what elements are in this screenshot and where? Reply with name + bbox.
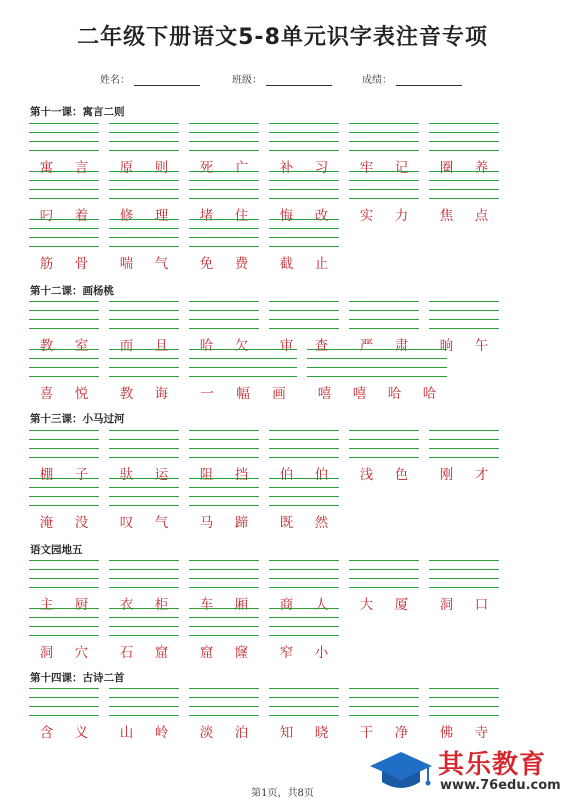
chinese-character: 义 (74, 725, 89, 741)
chinese-character: 修 (119, 208, 134, 224)
chinese-character: 含 (39, 725, 54, 741)
word-item (189, 171, 259, 224)
chinese-character: 审 (279, 338, 294, 354)
pinyin-writing-grid[interactable] (29, 608, 99, 636)
chinese-character: 死 (199, 160, 214, 176)
pinyin-writing-grid[interactable] (269, 478, 339, 506)
chinese-word (269, 252, 339, 272)
chinese-character: 改 (314, 208, 329, 224)
chinese-character: 住 (234, 208, 249, 224)
pinyin-writing-grid[interactable] (429, 123, 499, 151)
chinese-word (29, 252, 99, 272)
word-item (269, 478, 339, 531)
word-item (109, 560, 179, 613)
lesson-heading: 第十三课：小马过河 (30, 413, 125, 425)
chinese-character: 淹 (39, 515, 54, 531)
chinese-character: 叼 (39, 208, 54, 224)
chinese-character: 色 (394, 467, 409, 483)
chinese-character: 悔 (279, 208, 294, 224)
word-item (109, 478, 179, 531)
chinese-character: 口 (474, 597, 489, 613)
graduation-cap-icon (368, 750, 434, 792)
word-item (269, 688, 339, 741)
chinese-character: 厨 (74, 597, 89, 613)
chinese-character: 哈 (199, 338, 214, 354)
word-item (29, 430, 99, 483)
word-item (109, 219, 179, 272)
word-item (269, 219, 339, 272)
name-blank[interactable] (134, 74, 200, 86)
word-item (269, 123, 339, 176)
word-item (349, 688, 419, 741)
chinese-character: 肃 (394, 338, 409, 354)
chinese-word (429, 721, 499, 741)
pinyin-writing-grid[interactable] (189, 123, 259, 151)
chinese-character: 才 (474, 467, 489, 483)
word-item (29, 478, 99, 531)
word-item (29, 301, 99, 354)
pinyin-writing-grid[interactable] (109, 688, 179, 716)
chinese-character: 知 (279, 725, 294, 741)
word-item (189, 478, 259, 531)
chinese-character: 筋 (39, 256, 54, 272)
chinese-character: 嘻 (352, 386, 367, 402)
chinese-character: 车 (199, 597, 214, 613)
class-field[interactable] (232, 71, 332, 86)
chinese-character: 伯 (279, 467, 294, 483)
word-item (109, 171, 179, 224)
chinese-character: 小 (314, 645, 329, 661)
chinese-character: 着 (74, 208, 89, 224)
chinese-character: 厦 (394, 597, 409, 613)
chinese-word (109, 721, 179, 741)
brand-url: www.76edu.com (440, 778, 561, 793)
word-item (429, 688, 499, 741)
chinese-character: 干 (359, 725, 374, 741)
score-label: 成绩： (362, 75, 392, 86)
chinese-character: 诲 (154, 386, 169, 402)
chinese-word (429, 204, 499, 224)
chinese-word (349, 463, 419, 483)
chinese-word (109, 252, 179, 272)
word-item (29, 123, 99, 176)
chinese-character: 棚 (39, 467, 54, 483)
pinyin-writing-grid[interactable] (269, 430, 339, 458)
chinese-character: 大 (359, 597, 374, 613)
chinese-character: 教 (119, 386, 134, 402)
word-item (429, 301, 499, 354)
word-item (189, 430, 259, 483)
chinese-character: 止 (314, 256, 329, 272)
chinese-character: 午 (474, 338, 489, 354)
word-item (189, 688, 259, 741)
page-footer: 第1页，共8页 (251, 788, 314, 799)
lesson-heading: 第十二课：画杨桃 (30, 285, 114, 297)
chinese-character: 伯 (314, 467, 329, 483)
chinese-character: 寓 (39, 160, 54, 176)
pinyin-writing-grid[interactable] (269, 301, 339, 329)
chinese-word (349, 721, 419, 741)
chinese-word (307, 382, 447, 402)
word-item (189, 349, 297, 402)
lesson-heading: 第十一课：寓言二则 (30, 106, 125, 118)
chinese-character: 商 (279, 597, 294, 613)
chinese-character: 气 (154, 515, 169, 531)
pinyin-writing-grid[interactable] (189, 171, 259, 199)
pinyin-writing-grid[interactable] (269, 219, 339, 247)
word-item (109, 123, 179, 176)
chinese-word (29, 511, 99, 531)
chinese-word (29, 641, 99, 661)
chinese-character: 堵 (199, 208, 214, 224)
word-item (429, 430, 499, 483)
chinese-character: 哈 (422, 386, 437, 402)
chinese-character: 养 (474, 160, 489, 176)
pinyin-writing-grid[interactable] (349, 430, 419, 458)
word-item (109, 349, 179, 402)
chinese-character: 穴 (74, 645, 89, 661)
lesson-heading: 第十四课：古诗二首 (30, 672, 125, 684)
pinyin-writing-grid[interactable] (349, 560, 419, 588)
chinese-character: 悦 (74, 386, 89, 402)
word-item (109, 608, 179, 661)
chinese-character: 蹄 (234, 515, 249, 531)
pinyin-writing-grid[interactable] (189, 478, 259, 506)
chinese-character: 洞 (439, 597, 454, 613)
word-item (349, 560, 419, 613)
word-item (349, 123, 419, 176)
chinese-word (349, 593, 419, 613)
word-item (29, 608, 99, 661)
pinyin-writing-grid[interactable] (109, 560, 179, 588)
chinese-character: 欠 (234, 338, 249, 354)
page-title: 二年级下册语文5-8单元识字表注音专项 (77, 25, 488, 50)
word-item (29, 349, 99, 402)
class-blank[interactable] (266, 74, 332, 86)
chinese-character: 然 (314, 515, 329, 531)
chinese-character: 记 (394, 160, 409, 176)
word-item (109, 301, 179, 354)
pinyin-writing-grid[interactable] (429, 171, 499, 199)
chinese-character: 晓 (314, 725, 329, 741)
word-item (189, 560, 259, 613)
chinese-character: 严 (359, 338, 374, 354)
chinese-character: 挡 (234, 467, 249, 483)
chinese-character: 教 (39, 338, 54, 354)
pinyin-writing-grid[interactable] (109, 478, 179, 506)
pinyin-writing-grid[interactable] (429, 560, 499, 588)
chinese-character: 净 (394, 725, 409, 741)
pinyin-writing-grid[interactable] (29, 349, 99, 377)
chinese-character: 而 (119, 338, 134, 354)
chinese-character: 则 (154, 160, 169, 176)
chinese-character: 主 (39, 597, 54, 613)
chinese-character: 子 (74, 467, 89, 483)
pinyin-writing-grid[interactable] (109, 123, 179, 151)
chinese-character: 没 (74, 515, 89, 531)
pinyin-writing-grid[interactable] (109, 171, 179, 199)
chinese-character: 淡 (199, 725, 214, 741)
chinese-word (109, 382, 179, 402)
chinese-character: 力 (394, 208, 409, 224)
chinese-character: 窿 (234, 645, 249, 661)
chinese-character: 哈 (387, 386, 402, 402)
chinese-word (189, 641, 259, 661)
chinese-character: 圈 (439, 160, 454, 176)
chinese-word (269, 721, 339, 741)
pinyin-writing-grid[interactable] (29, 171, 99, 199)
chinese-word (349, 204, 419, 224)
pinyin-writing-grid[interactable] (29, 478, 99, 506)
chinese-character: 浅 (359, 467, 374, 483)
pinyin-writing-grid[interactable] (29, 430, 99, 458)
brand-name: 其乐教育 (438, 750, 547, 780)
chinese-character: 窟 (199, 645, 214, 661)
chinese-character: 寺 (474, 725, 489, 741)
pinyin-writing-grid[interactable] (429, 301, 499, 329)
chinese-character: 佛 (439, 725, 454, 741)
chinese-character: 既 (279, 515, 294, 531)
chinese-word (189, 511, 259, 531)
chinese-word (269, 641, 339, 661)
pinyin-writing-grid[interactable] (269, 688, 339, 716)
chinese-character: 马 (199, 515, 214, 531)
score-blank[interactable] (396, 74, 462, 86)
chinese-character: 岭 (154, 725, 169, 741)
chinese-character: 且 (154, 338, 169, 354)
chinese-character: 喜 (39, 386, 54, 402)
chinese-character: 驮 (119, 467, 134, 483)
word-item (29, 560, 99, 613)
pinyin-writing-grid[interactable] (189, 219, 259, 247)
name-label: 姓名： (100, 75, 130, 86)
chinese-character: 室 (74, 338, 89, 354)
pinyin-writing-grid[interactable] (109, 349, 179, 377)
word-item (307, 349, 447, 402)
chinese-character: 实 (359, 208, 374, 224)
chinese-word (189, 252, 259, 272)
word-item (29, 171, 99, 224)
pinyin-writing-grid[interactable] (349, 301, 419, 329)
chinese-character: 人 (314, 597, 329, 613)
word-item (189, 123, 259, 176)
chinese-character: 刚 (439, 467, 454, 483)
chinese-character: 亡 (234, 160, 249, 176)
pinyin-writing-grid[interactable] (429, 430, 499, 458)
chinese-character: 查 (314, 338, 329, 354)
chinese-character: 柜 (154, 597, 169, 613)
word-item (29, 688, 99, 741)
chinese-character: 补 (279, 160, 294, 176)
pinyin-writing-grid[interactable] (109, 301, 179, 329)
pinyin-writing-grid[interactable] (109, 219, 179, 247)
word-item (269, 301, 339, 354)
pinyin-writing-grid[interactable] (349, 123, 419, 151)
chinese-word (269, 511, 339, 531)
pinyin-writing-grid[interactable] (269, 608, 339, 636)
class-label: 班级： (232, 75, 262, 86)
chinese-word (29, 721, 99, 741)
chinese-word (109, 641, 179, 661)
chinese-character: 窄 (279, 645, 294, 661)
chinese-character: 叹 (119, 515, 134, 531)
chinese-character: 泊 (234, 725, 249, 741)
pinyin-writing-grid[interactable] (29, 688, 99, 716)
pinyin-writing-grid[interactable] (29, 219, 99, 247)
chinese-character: 言 (74, 160, 89, 176)
chinese-word (29, 382, 99, 402)
word-item (429, 123, 499, 176)
pinyin-writing-grid[interactable] (429, 688, 499, 716)
chinese-character: 焦 (439, 208, 454, 224)
word-item (269, 560, 339, 613)
word-item (109, 688, 179, 741)
pinyin-writing-grid[interactable] (349, 171, 419, 199)
pinyin-writing-grid[interactable] (269, 560, 339, 588)
pinyin-writing-grid[interactable] (29, 560, 99, 588)
pinyin-writing-grid[interactable] (189, 608, 259, 636)
word-item (189, 301, 259, 354)
pinyin-writing-grid[interactable] (29, 301, 99, 329)
pinyin-writing-grid[interactable] (189, 301, 259, 329)
chinese-character: 洞 (39, 645, 54, 661)
pinyin-writing-grid[interactable] (29, 123, 99, 151)
chinese-character: 幅 (236, 386, 250, 402)
chinese-character: 嘻 (317, 386, 332, 402)
chinese-character: 喘 (119, 256, 134, 272)
pinyin-writing-grid[interactable] (349, 688, 419, 716)
chinese-word (429, 463, 499, 483)
name-field[interactable] (100, 71, 200, 86)
word-item (269, 171, 339, 224)
chinese-character: 山 (119, 725, 134, 741)
chinese-character: 骨 (74, 256, 89, 272)
chinese-character: 窟 (154, 645, 169, 661)
pinyin-writing-grid[interactable] (307, 349, 447, 377)
chinese-word (429, 593, 499, 613)
word-item (349, 171, 419, 224)
brand-logo (368, 744, 560, 796)
word-item (189, 219, 259, 272)
word-item (269, 608, 339, 661)
pinyin-writing-grid[interactable] (269, 171, 339, 199)
word-item (189, 608, 259, 661)
pinyin-writing-grid[interactable] (189, 430, 259, 458)
chinese-character: 画 (272, 386, 286, 402)
chinese-character: 阻 (199, 467, 214, 483)
chinese-character: 理 (154, 208, 169, 224)
pinyin-writing-grid[interactable] (189, 560, 259, 588)
chinese-character: 习 (314, 160, 329, 176)
chinese-character: 原 (119, 160, 134, 176)
chinese-character: 点 (474, 208, 489, 224)
chinese-word (189, 382, 297, 402)
word-item (429, 560, 499, 613)
pinyin-writing-grid[interactable] (269, 123, 339, 151)
chinese-character: 一 (200, 386, 214, 402)
pinyin-writing-grid[interactable] (189, 349, 297, 377)
pinyin-writing-grid[interactable] (109, 430, 179, 458)
chinese-character: 衣 (119, 597, 134, 613)
word-item (109, 430, 179, 483)
chinese-character: 免 (199, 256, 214, 272)
chinese-character: 费 (234, 256, 249, 272)
chinese-word (109, 511, 179, 531)
chinese-character: 运 (154, 467, 169, 483)
lesson-heading: 语文园地五 (30, 544, 83, 556)
pinyin-writing-grid[interactable] (189, 688, 259, 716)
chinese-character: 气 (154, 256, 169, 272)
chinese-character: 截 (279, 256, 294, 272)
word-item (429, 171, 499, 224)
pinyin-writing-grid[interactable] (109, 608, 179, 636)
chinese-character: 厢 (234, 597, 249, 613)
word-item (349, 430, 419, 483)
word-item (29, 219, 99, 272)
chinese-word (189, 721, 259, 741)
chinese-character: 石 (119, 645, 134, 661)
chinese-character: 晌 (439, 338, 454, 354)
chinese-character: 牢 (359, 160, 374, 176)
word-item (349, 301, 419, 354)
word-item (269, 430, 339, 483)
score-field[interactable] (362, 71, 462, 86)
